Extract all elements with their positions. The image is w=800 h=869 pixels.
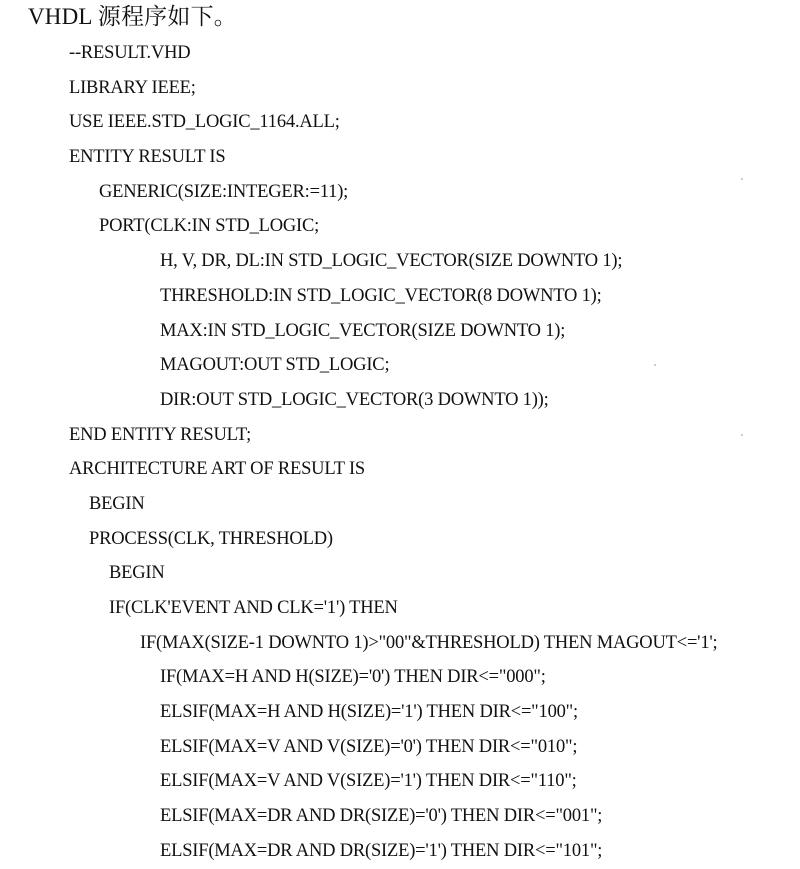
code-line: H, V, DR, DL:IN STD_LOGIC_VECTOR(SIZE DOWNTO 1); <box>160 251 623 272</box>
scan-speck <box>654 364 656 366</box>
code-line: BEGIN <box>89 493 145 514</box>
code-line: MAX:IN STD_LOGIC_VECTOR(SIZE DOWNTO 1); <box>160 320 566 341</box>
code-line: ELSIF(MAX=H AND H(SIZE)='1') THEN DIR<="100"; <box>160 702 578 723</box>
code-line: PORT(CLK:IN STD_LOGIC; <box>99 216 320 237</box>
section-heading: VHDL 源程序如下。 <box>28 4 237 29</box>
scan-speck <box>741 434 743 436</box>
code-line: BEGIN <box>109 563 165 584</box>
code-line: END ENTITY RESULT; <box>69 424 252 445</box>
code-line: ELSIF(MAX=V AND V(SIZE)='1') THEN DIR<="110"; <box>160 771 577 792</box>
code-line: GENERIC(SIZE:INTEGER:=11); <box>99 181 349 202</box>
code-line: DIR:OUT STD_LOGIC_VECTOR(3 DOWNTO 1)); <box>160 389 549 410</box>
code-listing <box>0 36 800 869</box>
code-line: ENTITY RESULT IS <box>69 147 226 168</box>
code-line: PROCESS(CLK, THRESHOLD) <box>89 528 333 549</box>
code-line: ELSIF(MAX=V AND V(SIZE)='0') THEN DIR<="010"; <box>160 736 578 757</box>
code-line: IF(MAX=H AND H(SIZE)='0') THEN DIR<="000"; <box>160 667 546 688</box>
code-line: IF(CLK'EVENT AND CLK='1') THEN <box>109 598 398 618</box>
code-line: ELSIF(MAX=DR AND DR(SIZE)='1') THEN DIR<="101"; <box>160 840 603 861</box>
scan-speck <box>741 178 743 180</box>
code-line: LIBRARY IEEE; <box>69 77 196 98</box>
code-line: MAGOUT:OUT STD_LOGIC; <box>160 355 390 376</box>
code-line: IF(MAX(SIZE-1 DOWNTO 1)>"00"&THRESHOLD) THEN MAGOUT<='1'; <box>140 632 718 653</box>
code-line: --RESULT.VHD <box>69 43 191 63</box>
code-line: USE IEEE.STD_LOGIC_1164.ALL; <box>69 112 340 133</box>
code-line: THRESHOLD:IN STD_LOGIC_VECTOR(8 DOWNTO 1); <box>160 285 602 306</box>
code-line: ARCHITECTURE ART OF RESULT IS <box>69 459 365 480</box>
code-line: ELSIF(MAX=DR AND DR(SIZE)='0') THEN DIR<="001"; <box>160 806 603 827</box>
